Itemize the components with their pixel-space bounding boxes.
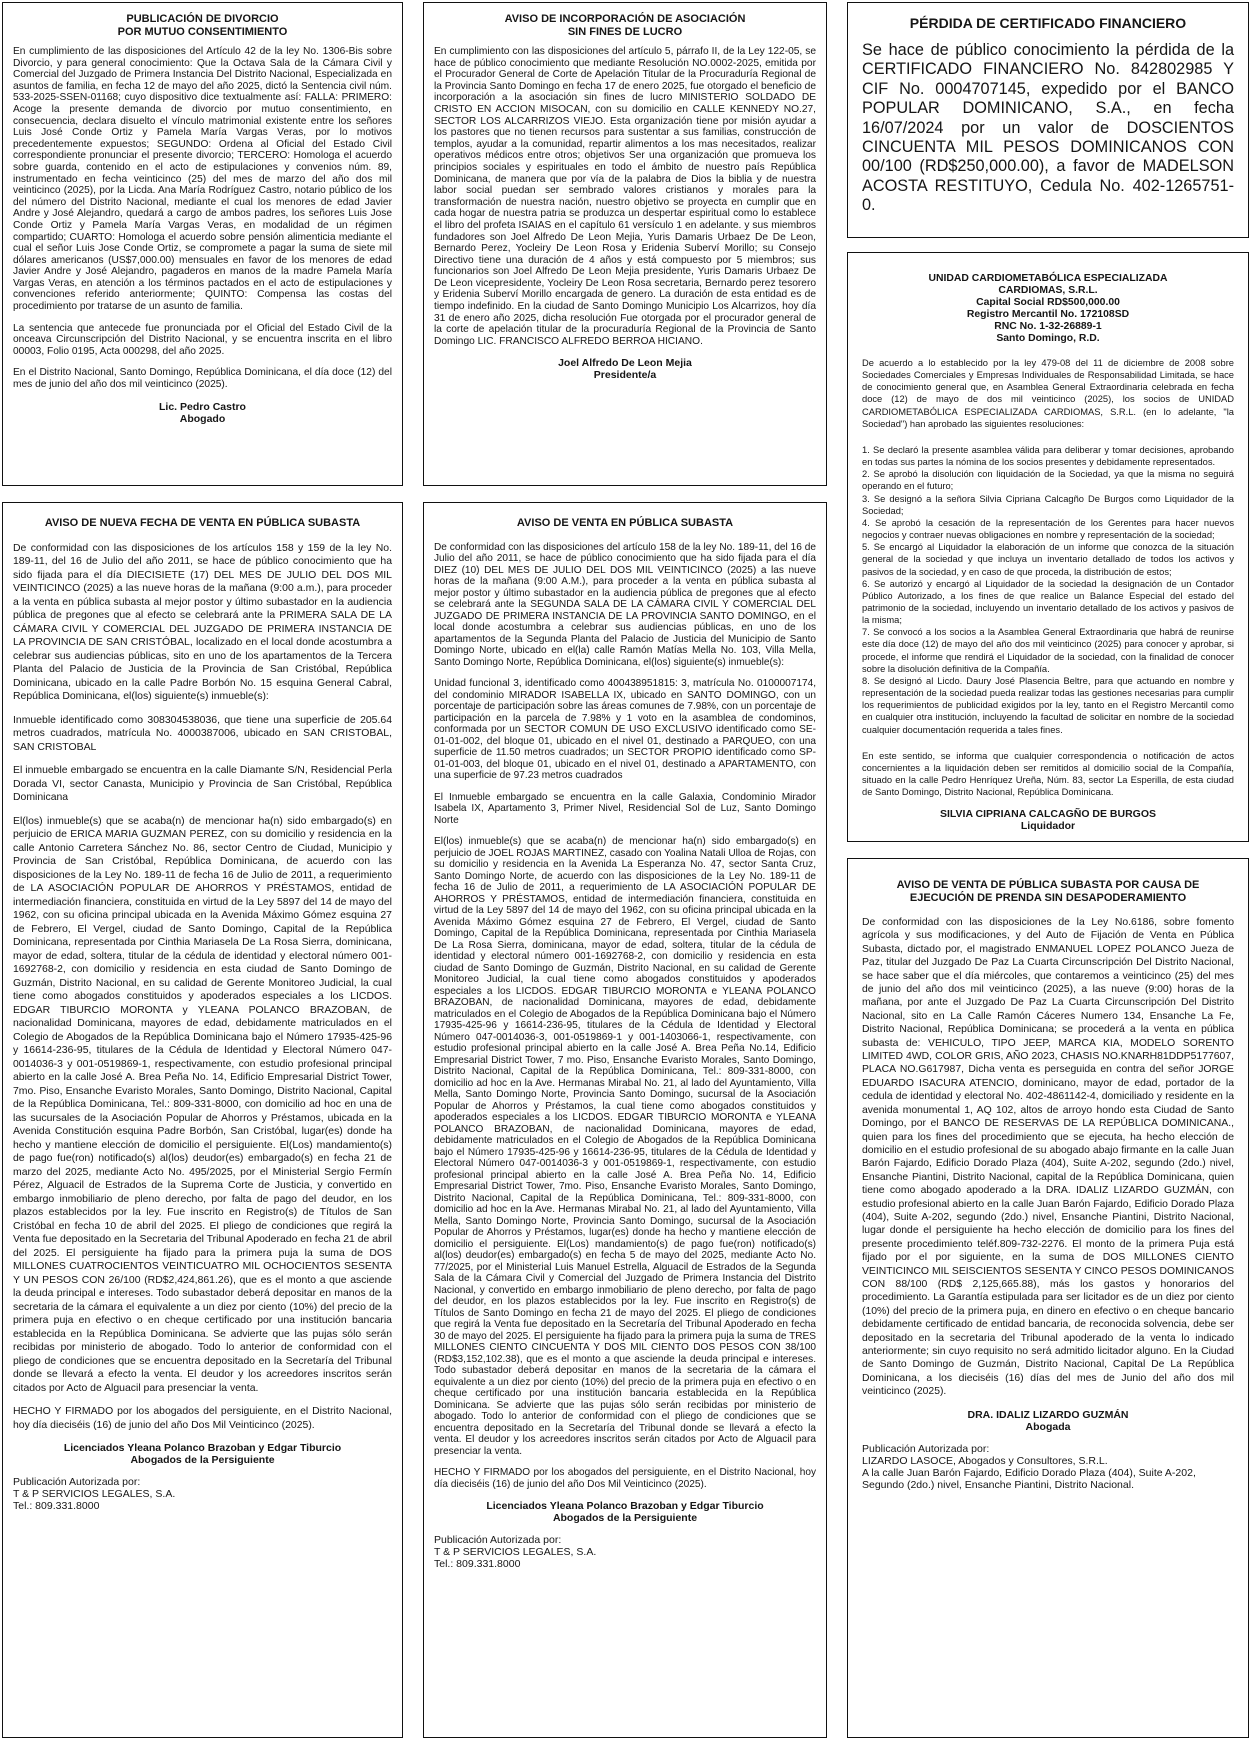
resolution-item: 7. Se convocó a los socios a la Asamblea General Extraordinaria que habrá de reunirse este día doce (12) de mayo del año dos mil veinticinco (2025) para conocer y aprobar, si procede, el informe que rendirá el Liquidador de la sociedad, con la finalidad de conocer sobre la disolución definitiva de la Compañía. <box>862 627 1234 674</box>
notice-paragraph: El(los) inmueble(s) que se acaba(n) de mencionar ha(n) sido embargado(s) en perjuicio de ERICA MARIA GUZMAN PEREZ, con su domicilio y residencia en la calle Antonio Carretera Sánchez No. 86, sector Centro de Ciudad, Municipio y Provincia de San Cristóbal, República Dominicana, de acuerdo con las disposiciones de la Ley No. 189-11 de fecha 16 de Julio de 2011, a requerimiento de LA ASOCIACIÓN POPULAR DE AHORROS Y PRÉSTAMOS, entidad de intermediación financiera, constituida en virtud de la Ley 5897 del 14 de mayo del 1962, con su oficina principal ubicada en la Avenida Máximo Gómez esquina 27 de Febrero, El Vergel, ciudad de Santo Domingo, Capital de la República Dominicana, representada por Cinthia Mariasela De La Rosa Sierra, dominicana, mayor de edad, soltera, titular de la cédula de identidad y electoral número 001-1692768-2, con domicilio y residencia en esta ciudad de Santo Domingo de Guzmán, Distrito Nacional, en su calidad de Gerente Monitoreo Judicial, la cual tiene como abogados constituidos y apoderados especiales a los LICDOS. EDGAR TIBURCIO MORONTA y YLEANA POLANCO BRAZOBAN, de nacionalidad Dominicana, mayores de edad, debidamente matriculados en el Colegio de Abogados de la República Dominicana bajo el Número 17935-425-96 y 16614-236-95, titulares de la Cédula de Identidad y Electoral Número 047-0014036-3 y 001-0519869-1, respectivamente, con estudio profesional principal abierto en la calle José A. Brea Peña No. 14, Edificio Empresarial District Tower, 7mo. Piso, Ensanche Evaristo Morales, Santo Domingo, Distrito Nacional, Capital de la República Dominicana, Tel.: 809-331-8000, con domicilio ad hoc en una de las sucursales de la Asociación Popular de Ahorros y Préstamos, ubicada en la Avenida Constitución esquina Padre Borbón, San Cristóbal, lugar(es) donde ha hecho y mantiene elección de domicilio el persiguiente. El(Los) mandamiento(s) de pago fue(ron) notificado(s) al(los) deudor(es) embargado(s) en fecha 21 de marzo del 2025, mediante Acto No. 495/2025, por el Ministerial Sergio Fermín Pérez, Alguacil de Estrados de la Suprema Corte de Justicia, y convertido en embargo inmobiliario de pleno derecho, por falta de pago del deudor, en los plazos establecidos por la ley. Fue inscrito en Registro(s) de Títulos de San Cristóbal en fecha 10 de abril del 2025. El pliego de condiciones que regirá la Venta fue depositado en la Secretaria del Tribunal Apoderado en fecha 21 de abril del 2025. El persiguiente ha fijado para la primera puja la suma de DOS MILLONES CUATROCIENTOS VEINTICUATRO MIL OCHOCIENTOS SESENTA Y UN PESOS CON 26/100 (RD$2,424,861.26), que es el monto a que asciende la deuda principal e intereses. Todo subastador deberá depositar en manos de la secretaria de la cámara el equivalente a un diez por ciento (10%) del precio de la primera puja en efectivo o en cheque certificado por una institución bancaria establecida en la República Dominicana. Se advierte que las pujas sólo serán recibidas por ministerio de abogado. Todo lo anterior de conformidad con el pliego de condiciones que se encuentra depositado en la Secretaría del Tribunal donde se llevará a efecto la venta. El deudor y los acreedores inscritos serán citados por Acto de Alguacil para presenciar la venta. <box>13 815 392 1394</box>
notice-paragraph: El(los) inmueble(s) que se acaba(n) de mencionar ha(n) sido embargado(s) en perjuicio de JOEL ROJAS MARTINEZ, casado con Yoalina Natali Ulloa de Rojas, con su domicilio y residencia en la Avenida La Esperanza No. 47, sector Santa Cruz, Santo Domingo Norte, de acuerdo con las disposiciones de la Ley No. 189-11 de fecha 16 de Julio de 2011, a requerimiento de LA ASOCIACIÓN POPULAR DE AHORROS Y PRÉSTAMOS, entidad de intermediación financiera, constituida en virtud de la Ley 5897 del 14 de mayo del 1962, con su oficina principal ubicada en la Avenida Máximo Gómez esquina 27 de Febrero, El Vergel, ciudad de Santo Domingo, Capital de la República Dominicana, representada por Cinthia Mariasela De La Rosa Sierra, dominicana, mayor de edad, soltera, titular de la cédula de identidad y electoral número 001-1692768-2, con domicilio y residencia en esta ciudad de Santo Domingo de Guzmán, Distrito Nacional, en su calidad de Gerente Monitoreo Judicial, la cual tiene como abogados constituidos y apoderados especiales a los LICDOS. EDGAR TIBURCIO MORONTA e YLEANA POLANCO BRAZOBAN, de nacionalidad Dominicana, mayores de edad, debidamente matriculados en el Colegio de Abogados de la República Dominicana bajo el Número 17935-425-96 y 16614-236-95, titulares de la Cédula de Identidad y Electoral Número 047-0014036-3, 001-0519869-1 y 001-1403066-1, respectivamente, con estudio profesional principal abierto en la calle José A. Brea Peña No.14, Edificio Empresarial District Tower, 7 mo. Piso, Ensanche Evaristo Morales, Santo Domingo, Distrito Nacional, Capital de la República Dominicana, Tel.: 809-331-8000, con domicilio ad hoc en la Ave. Hermanas Mirabal No. 21, al lado del Ayuntamiento, Villa Mella, Santo Domingo Norte, Provincia Santo Domingo, sucursal de la Asociación Popular de Ahorros y Préstamos, la cual tiene como abogados constituidos y apoderados especiales a los LICDOS. EDGAR TIBURCIO MORONTA e YLEANA POLANCO BRAZOBAN, de nacionalidad Dominicana, mayores de edad, debidamente matriculados en el Colegio de Abogados de la República Dominicana bajo el Número 17935-425-96 y 16614-236-95, titulares de la Cédula de Identidad y Electoral Número 047-0014036-3 y 001-0519869-1, respectivamente, con estudio profesional principal abierto en la calle José A. Brea Peña No. 14, Edificio Empresarial District Tower, 7mo. Piso, Ensanche Evaristo Morales, Santo Domingo, Distrito Nacional, Capital de la República Dominicana, Tel.: 809-331-8000, con domicilio ad hoc en la Ave. Hermanas Mirabal No. 21, al lado del Ayuntamiento, Villa Mella, Santo Domingo Norte, Provincia Santo Domingo, sucursal de la Asociación Popular de Ahorros y Préstamos, lugar(es) donde ha hecho y mantiene elección de domicilio el persiguiente. El(Los) mandamiento(s) de pago fue(ron) notificado(s) al(los) deudor(es) embargado(s) en fecha 5 de mayo del 2025, mediante Acto No. 77/2025, por el Ministerial Luis Manuel Estrella, Alguacil de Estrados de la Segunda Sala de la Cámara Civil y Comercial del Juzgado de Primera Instancia del Distrito Nacional, y convertido en embargo inmobiliario de pleno derecho, por falta de pago del deudor, en los plazos establecidos por la ley. Fue inscrito en Registro(s) de Títulos de Santo Domingo en fecha 21 de mayo del 2025. El pliego de condiciones que regirá la Venta fue depositado en la Secretaría del Tribunal Apoderado en fecha 30 de mayo del 2025. El persiguiente ha fijado para la primera puja la suma de TRES MILLONES CIENTO CINCUENTA Y DOS MIL CIENTO DOS PESOS CON 38/100 (RD$3,152,102.38), que es el monto a que asciende la deuda principal e intereses. Todo subastador deberá depositar en manos de la secretaria de la cámara el equivalente a un diez por ciento (10%) del precio de la primera puja en efectivo o en cheque certificado por una institución bancaria establecida en la República Dominicana. Se advierte que las pujas sólo serán recibidas por ministerio de abogado. Todo lo anterior de conformidad con el pliego de condiciones que se encuentra depositado en la Secretaría del Tribunal donde se llevará a efecto la venta. El deudor y los acreedores inscritos serán citados por Acto de Alguacil para presenciar la venta. <box>434 836 816 1457</box>
notice-paragraph: De conformidad con las disposiciones del artículo 158 de la ley No. 189-11, del 16 de Julio del año 2011, se hace de público conocimiento que ha sido fijada para el día DIEZ (10) DEL MES DE JULIO DEL DOS MIL VEINTICINCO (2025) a las nueve horas de la mañana (9:00 A.M.), para proceder a la venta en pública subasta al mejor postor y último subastador en la audiencia pública de pregones que al efecto se celebrará ante la SEGUNDA SALA DE LA CÁMARA CIVIL Y COMERCIAL DEL JUZGADO DE PRIMERA INSTANCIA DE LA PROVINCIA SANTO DOMINGO, en el local donde acostumbra a celebrar sus audiencias públicas, en uno de los apartamentos de la Segunda Planta del Palacio de Justicia del Municipio de Santo Domingo Norte, ubicado en el(la) calle Ramón Matías Mella No. 103, Villa Mella, Santo Domingo Norte, República Dominicana, el(los) siguiente(s) inmueble(s): <box>434 541 816 668</box>
divorce-notice <box>2 2 403 486</box>
certificate-loss-notice <box>847 2 1249 238</box>
resolution-item: 5. Se encargó al Liquidador la elaboración de un informe que conozca de la situación general de la sociedad y que incluya un inventario detallado de todos los activos y pasivos de la sociedad, y en caso de que proceda, la distribución de estos; <box>862 542 1234 577</box>
resolution-item: 3. Se designó a la señora Silvia Cipriana Calcagño De Burgos como Liquidador de la Sociedad; <box>862 493 1234 516</box>
notice-paragraph: En cumplimiento de las disposiciones del Artículo 42 de la ley No. 1306-Bis sobre Divorcio, y para general conocimiento: Que la Octava Sala de la Cámara Civil y Comercial del Juzgado de Primera Instancia Del Distrito Nacional, Especializada en asuntos de familia, en fecha 12 de mayo del año 2025, dictó la Sentencia civil núm. 533-2025-SSEN-01168; cuyo dispositivo dice textualmente así: FALLA: PRIMERO: Acoge la presente demanda de divorcio por mutuo consentimiento, en consecuencia, declara disuelto el vínculo matrimonial existente entre los señores Luis José Conde Ortiz y Pamela María Vargas Veras, por lo motivos precedentemente expuestos; SEGUNDO: Ordena al Oficial del Estado Civil correspondiente pronunciar el presente divorcio; TERCERO: Homologa el acuerdo sobre guarda, contenido en el acto de estipulaciones y convenios núm. 89, instrumentado en fecha veinticinco (25) del mes de marzo del año dos mil veinticinco (2025), por la Licda. Ana María Rodríguez Castro, notario público de los del número del Distrito Nacional, mediante el cual los menores de edad Javier Andre y José Alejandro, quedará a cargo de ambos padres, los señores Luis Jose Conde Ortiz y Pamela María Vargas Veras, en modalidad de un régimen compartido; CUARTO: Homologa el acuerdo sobre pensión alimenticia mediante el cual el señor Luis Jose Conde Ortiz, se compromete a pagar la suma de siete mil dólares americanos (US$7,000.00) mensuales en favor de los menores de edad Javier Andre y José Alejandro, pagaderos en manos de la madre Pamela María Vargas Veras, en atención a los términos pactados en el acto de estipulaciones y convenciones referido anteriormente; QUINTO: Compensa las costas del procedimiento por tratarse de un asunto de familia. <box>13 46 392 313</box>
notice-paragraph: De conformidad con las disposiciones de los artículos 158 y 159 de la ley No. 189-11, del 16 de Julio del año 2011, se hace de público conocimiento que ha sido fijada para el día DIECISIETE (17) DEL MES DE JULIO DEL DOS MIL VEINTICINCO (2025) a las nueve horas de la mañana (9:00 a.m.), para proceder a la venta en pública subasta al mejor postor y último subastador en la audiencia pública de pregones que al efecto se celebrará ante la PRIMERA SALA DE LA CÁMARA CIVIL Y COMERCIAL DEL JUZGADO DE PRIMERA INSTANCIA DE LA PROVINCIA DE SAN CRISTÓBAL, localizado en el local donde acostumbra a celebrar sus audiencias públicas, sito en uno de los apartamentos de la Tercera Planta del Palacio de Justicia de la Provincia de San Cristóbal, República Dominicana, ubicado en la calle Padre Borbón No. 15 esquina General Cabral, República Dominicana, el(los) siguiente(s) inmueble(s): <box>13 542 392 702</box>
signature: Lic. Pedro Castro Abogado <box>159 400 246 425</box>
notice-paragraph: El inmueble embargado se encuentra en la calle Diamante S/N, Residencial Perla Dorada VI, sector Canasta, Municipio y Provincia de San Cristóbal, República Dominicana <box>13 765 392 803</box>
auction-new-date-notice <box>2 502 403 1738</box>
publication-authorization: Publicación Autorizada por: LIZARDO LASOCE, Abogados y Consultores, S.R.L. A la calle Juan Barón Fajardo, Edificio Dorado Plaza (404), Suite A-202, Segundo (2do.) nivel, Ensanche Piantini, Distrito Nacional. <box>862 1442 1196 1491</box>
signature: DRA. IDALIZ LIZARDO GUZMÁN Abogada <box>967 1408 1129 1433</box>
notice-paragraph: En cumplimiento con las disposiciones del artículo 5, párrafo II, de la Ley 122-05, se hace de público conocimiento que mediante Resolución NO.0002-2025, emitida por el Procurador General de Corte de Apelación Titular de la Procuraduría Regional de la Provincia Santo Domingo en fecha 17 de enero 2025, fue otorgado el beneficio de incorporación a la asociación sin fines de lucro MINISTERIO SOLDADO DE CRISTO EN ACCION MISOCAN, con su domicilio en CALLE KENNEDY NO.27, SECTOR LOS ALCARRIZOS VIEJO. Esta organización tiene por misión ayudar a los pastores que no tienen recursos para sustentar a sus familias, construcción de templos, ayudar a la comunidad, repartir alimentos a los mas necesitados, realizar operativos médicos entre otros; objetivos Ser una organización que promueva los principios sociales y espirituales en todo el ámbito de nuestro país República Dominicana, de manera que por vía de la palabra de Dios la biblia y de nuestra labor social puedan ser sembrado valores cristianos y morales para la transformación de nuestra nación, nuestro objetivo se proyecta en cumplir que en cada hogar de nuestra patria se produzca un despertar espiritual como lo establece el libro del profeta ISAIAS en el capítulo 61 versículo 1 en adelante. y sus miembros fundadores son Joel Alfredo De Leon Mejia, Yuris Damaris Urbaez De De Leon, Bernardo Perez, Yocleiry De Leon Rosa y Eridenia Suberví Morillo; su Consejo Directivo tiene una duración de 4 años y está compuesto por 5 miembros; sus funcionarios son Joel Alfredo De Leon Mejia presidente, Yuris Damaris Urbaez De De Leon vicepresidente, Yocleiry De Leon Rosa secretaria, Bernardo perez tesorero y Eridenia Suberví Morillo encargada de genero. La duración de esta entidad es de tiempo indefinido. En la ciudad de Santo Domingo Municipio Los Alcarrizos, hoy día 31 de enero año 2025, dicha resolución Fue otorgada por el procurador general de la corte de apelación titular de la procuraduría Regional de la Provincia de Santo Domingo LIC. FRANCISCO ALFREDO BERROA HICIANO. <box>434 46 816 347</box>
notice-paragraph: De acuerdo a lo establecido por la ley 479-08 del 11 de diciembre de 2008 sobre Sociedades Comerciales y Empresas Individuales de Responsabilidad Limitada, se hace de conocimiento general que, en Asamblea General Extraordinaria celebrada en fecha doce (12) de mayo de dos mil veinticinco (2025), los socios de UNIDAD CARDIOMETABÓLICA ESPECIALIZADA CARDIOMAS, S.R.L. (en lo adelante, "la Sociedad") han aprobado las siguientes resoluciones: <box>862 358 1234 429</box>
notice-title: PÉRDIDA DE CERTIFICADO FINANCIERO <box>909 15 1187 31</box>
notice-title: AVISO DE NUEVA FECHA DE VENTA EN PÚBLICA SUBASTA <box>44 517 361 529</box>
auction-sale-notice <box>423 502 827 1738</box>
notice-paragraph: En el Distrito Nacional, Santo Domingo, República Dominicana, el día doce (12) del mes de junio del año dos mil veinticinco (2025). <box>13 367 392 391</box>
signature: Licenciados Yleana Polanco Brazoban y Edgar Tiburcio Abogados de la Persiguiente <box>486 1500 764 1524</box>
notice-paragraph: HECHO Y FIRMADO por los abogados del persiguiente, en el Distrito Nacional, hoy día dieciséis (16) de junio del año Dos Mil Veinticinco (2025). <box>13 1406 392 1431</box>
company-header: UNIDAD CARDIOMETABÓLICA ESPECIALIZADA CARDIOMAS, S.R.L. Capital Social RD$500,000.00 Registro Mercantil No. 172108SD RNC No. 1-32-26889-1 Santo Domingo, R.D. <box>928 273 1168 344</box>
notice-paragraph: Unidad funcional 3, identificado como 400438951815: 3, matrícula No. 0100007174, del condominio MIRADOR ISABELLA IX, ubicado en SANTO DOMINGO, con un porcentaje de participación sobre las áreas comunes de 7.98%, con un porcentaje de participación en la parcela de 7.98% y 1 voto en la asamblea de condominos, conformada por un SECTOR COMUN DE USO EXCLUSIVO identificado como SE-01-01-002, del bloque 01, ubicado en el nivel 01, destinado a PARQUEO, con una superficie de 11.50 metros cuadrados; un SECTOR PROPIO identificado como SP-01-01-003, del bloque 01, ubicado en el nivel 01, destinado a APARTAMENTO, con una superficie de 97.23 metros cuadrados <box>434 678 816 781</box>
signature: SILVIA CIPRIANA CALCAGÑO DE BURGOS Liquidador <box>939 808 1157 833</box>
notice-paragraph: Inmueble identificado como 308304538036, que tiene una superficie de 205.64 metros cuadrados, matrícula No. 4000387006, ubicado en SAN CRISTOBAL, SAN CRISTOBAL <box>13 714 392 753</box>
resolution-item: 4. Se aprobó la cesación de la representación de los Gerentes para hacer nuevos negocios y contraer nuevas obligaciones en nombre y representación de la sociedad; <box>862 517 1234 541</box>
notice-paragraph: En este sentido, se informa que cualquier correspondencia o notificación de actos concernientes a la liquidación deben ser remitidos al domicilio social de la Compañía, situado en la calle Pedro Henríquez Ureña, Núm. 83, sector La Esperilla, de esta ciudad de Santo Domingo, Distrito Nacional, República Dominicana. <box>862 750 1234 798</box>
association-notice <box>423 2 827 486</box>
resolution-item: 1. Se declaró la presente asamblea válida para deliberar y tomar decisiones, aprobando en todas sus partes la nómina de los socios presentes y debidamente representados. <box>862 444 1234 468</box>
notice-paragraph: De conformidad con las disposiciones de la Ley No.6186, sobre fomento agrícola y sus modificaciones, y del Auto de Fijación de Venta en Pública Subasta, dictado por, el magistrado ENMANUEL LOPEZ POLANCO Jueza de Paz, titular del Juzgado De Paz La Cuarta Circunscripción Del Distrito Nacional, se hace saber que el día miércoles, que contaremos a veinticinco (25) del mes de junio del año dos mil veinticinco (2025), a las nueve (9:00) horas de la mañana, por ante el Juzgado De Paz La Cuarta Circunscripción Del Distrito Nacional, sito en La Calle Ramón Cáceres Numero 134, Ensanche La Fe, Distrito Nacional, República Dominicana; se procederá a la venta en pública subasta de: VEHICULO, TIPO JEEP, MARCA KIA, MODELO SORENTO LIMITED 4WD, COLOR GRIS, AÑO 2023, CHASIS NO.KNARH81DDP5177607, PLACA NO.G617987, Dicha venta es perseguida en contra del señor JORGE EDUARDO ISACURA ATENCIO, dominicano, mayor de edad, portador de la cedula de identidad y electoral No. 402-4861142-4, domiciliado y residente en la avenida monumental 1, AQ 102, altos de arroyo hondo esta Ciudad de Santo Domingo, por el BANCO DE RESERVAS DE LA REPÚBLICA DOMINICANA., quien para los fines del procedimiento que se ejecuta, ha hecho elección de domicilio en el estudio profesional de su abogado abajo firmante en la calle Juan Barón Fajardo, Edificio Dorado Plaza (404), Suite A-202, segundo (2do.) nivel, Ensanche Piantini, Distrito Nacional, capital de la República Dominicana, quien tiene como abogado apoderado a la DRA. IDALIZ LIZARDO GUZMÁN, con estudio profesional abierto en la calle Juan Barón Fajardo, Edificio Dorado Plaza (404), Suite A-202, segundo (2do.) nivel, Ensanche Piantini, Distrito Nacional, lugar donde el persiguiente ha hecho elección de domicilio para los fines del presente procedimiento teléf.809-732-2276. El monto de la primera Puja está fijado por el por siguiente, en la suma de DOS MILLONES CIENTO VEINTICINCO MIL SEISCIENTOS SESENTA Y CINCO PESOS DOMINICANOS CON 88/100 (RD$ 2,125,665.88), más los gastos y honorarios del procedimiento. La Garantía estipulada para ser licitador es de un diez por ciento (10%) del precio de la primera puja, en dinero en efectivo o en cheque bancario debidamente certificado de entidad bancaria, de reconocida solvencia, debe ser depositado en la secretaria del Tribunal apoderado de la venta lo indicado anteriormente; sin cuyo requisito no será admitido licitador alguno. En la Ciudad de Santo Domingo de Guzmán, Distrito Nacional, Capital De La República Dominicana, a los dieciséis (16) días del mes de Junio del año dos mil veinticinco (2025). <box>862 917 1234 1398</box>
signature: Joel Alfredo De Leon Mejia Presidente/a <box>558 357 692 382</box>
resolution-item: 2. Se aprobó la disolución con liquidación de la Sociedad, ya que la misma no seguirá operando en el futuro; <box>862 469 1234 492</box>
company-dissolution-notice <box>847 252 1249 842</box>
resolution-item: 8. Se designó al Licdo. Daury José Plasencia Beltre, para que actuando en nombre y representación de la sociedad pueda realizar todas las gestiones necesarias para cumplir los requerimientos de publicidad exigidos por la ley, tanto en el Registro Mercantil como en cualquier otra institución, incluyendo la facultad de solicitar en nombre de la sociedad cualquier documentación requerida a tales fines. <box>862 675 1234 735</box>
notice-title: PUBLICACIÓN DE DIVORCIO POR MUTUO CONSENTIMIENTO <box>117 13 288 38</box>
notice-paragraph: La sentencia que antecede fue pronunciada por el Oficial del Estado Civil de la onceava Circunscripción del Distrito Nacional, y se encuentra inscrita en el libro 00003, Folio 0195, Acta 000298, del año 2025. <box>13 322 392 357</box>
notice-paragraph: HECHO Y FIRMADO por los abogados del persiguiente, en el Distrito Nacional, hoy día dieciséis (16) de junio del año Dos Mil Veinticinco (2025). <box>434 1467 816 1490</box>
resolution-item: 6. Se autorizó y encargó al Liquidador de la sociedad la designación de un Contador Público Autorizado, a los fines de que realice un Balance Especial del estado del patrimonio de la sociedad, incluyendo un inventario detallado de los activos y pasivos de la misma; <box>862 578 1234 626</box>
notice-title: AVISO DE VENTA DE PÚBLICA SUBASTA POR CAUSA DE EJECUCIÓN DE PRENDA SIN DESAPODERAMIENTO <box>896 879 1200 904</box>
publication-authorization: Publicación Autorizada por: T & P SERVICIOS LEGALES, S.A. Tel.: 809.331.8000 <box>434 1534 597 1570</box>
notice-paragraph: El Inmueble embargado se encuentra en la calle Galaxia, Condominio Mirador Isabela IX, Apartamento 3, Primer Nivel, Residencial Sol de Luz, Santo Domingo Norte <box>434 791 816 826</box>
pledge-auction-notice <box>847 858 1249 1738</box>
publication-authorization: Publicación Autorizada por: T & P SERVICIOS LEGALES, S.A. Tel.: 809.331.8000 <box>13 1476 176 1512</box>
notice-title: AVISO DE VENTA EN PÚBLICA SUBASTA <box>516 517 734 529</box>
notice-title: AVISO DE INCORPORACIÓN DE ASOCIACIÓN SIN FINES DE LUCRO <box>504 13 746 38</box>
notice-paragraph: Se hace de público conocimiento la pérdida de la CERTIFICADO FINANCIERO No. 842802985 Y CIF No. 0004707145, expedido por el BANCO POPULAR DOMINICANO, S.A., en fecha 16/07/2024 por un valor de DOSCIENTOS CINCUENTA MIL PESOS DOMINICANOS CON 00/100 (RD$250,000.00), a favor de MADELSON ACOSTA RESTITUYO, Cedula No. 402-1265751-0. <box>862 41 1234 215</box>
signature: Licenciados Yleana Polanco Brazoban y Edgar Tiburcio Abogados de la Persiguiente <box>63 1442 342 1466</box>
